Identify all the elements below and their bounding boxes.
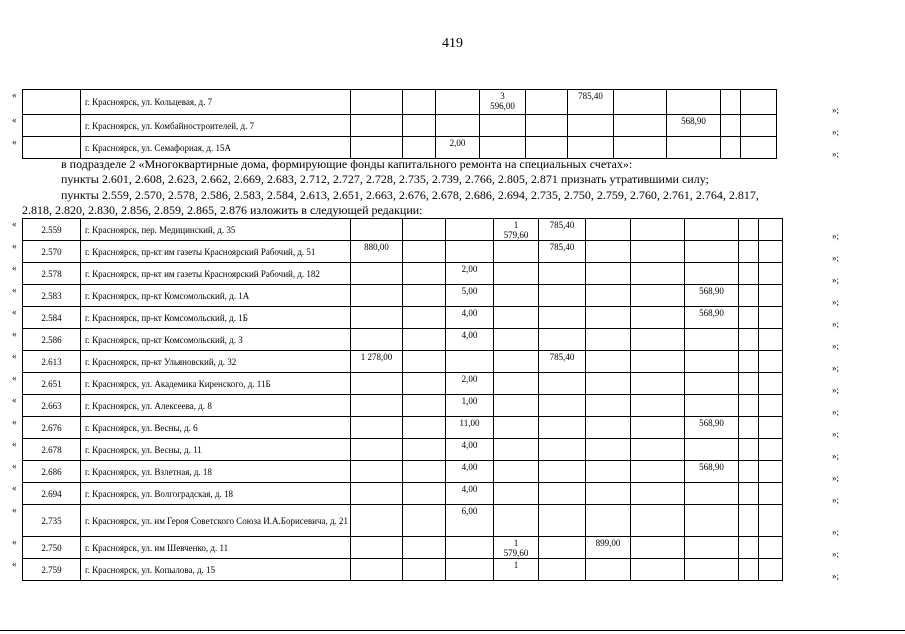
row-value-col-4 bbox=[494, 505, 539, 537]
row-value-col-4 bbox=[494, 285, 539, 307]
row-value-col-3: 4,00 bbox=[446, 483, 494, 505]
row-value-col-4 bbox=[480, 137, 526, 159]
row-number: 2.735 bbox=[23, 505, 81, 537]
row-value-col-3: 11,00 bbox=[446, 417, 494, 439]
amendment-table-top bbox=[22, 89, 777, 159]
row-value-col-6 bbox=[586, 329, 631, 351]
row-value-col-10 bbox=[759, 417, 783, 439]
row-value-col-7 bbox=[631, 285, 685, 307]
row-value-col-8 bbox=[667, 90, 721, 115]
row-value-col-8 bbox=[685, 483, 739, 505]
open-quote-mark: « bbox=[12, 115, 17, 125]
row-value-col-2 bbox=[403, 329, 446, 351]
row-value-col-1 bbox=[351, 137, 403, 159]
close-quote-mark: »; bbox=[832, 253, 840, 263]
row-value-col-4: 1 579,60 bbox=[494, 219, 539, 241]
row-value-col-9 bbox=[739, 461, 759, 483]
row-value-col-7 bbox=[631, 263, 685, 285]
row-value-col-8: 568,90 bbox=[667, 115, 721, 137]
row-number bbox=[23, 115, 81, 137]
row-value-col-2 bbox=[403, 537, 446, 559]
row-value-col-8: 568,90 bbox=[685, 285, 739, 307]
row-value-col-8 bbox=[685, 263, 739, 285]
row-value-col-4: 3 596,00 bbox=[480, 90, 526, 115]
row-address: г. Красноярск, ул. Взлетная, д. 18 bbox=[81, 461, 351, 483]
row-value-col-2 bbox=[403, 307, 446, 329]
row-value-col-6 bbox=[586, 559, 631, 581]
row-value-col-8: 568,90 bbox=[685, 417, 739, 439]
row-value-col-5 bbox=[539, 483, 586, 505]
row-value-col-1 bbox=[351, 90, 403, 115]
row-value-col-6 bbox=[586, 505, 631, 537]
table-row bbox=[23, 505, 783, 537]
row-value-col-5: 785,40 bbox=[539, 219, 586, 241]
open-quote-mark: « bbox=[12, 417, 17, 427]
row-value-col-9 bbox=[739, 439, 759, 461]
close-quote-mark: »; bbox=[832, 105, 840, 115]
row-value-col-1 bbox=[351, 417, 403, 439]
row-value-col-5 bbox=[526, 137, 568, 159]
row-value-col-8 bbox=[685, 537, 739, 559]
row-value-col-6 bbox=[586, 241, 631, 263]
table-row bbox=[23, 115, 777, 137]
row-value-col-3 bbox=[436, 90, 480, 115]
row-value-col-9 bbox=[739, 307, 759, 329]
open-quote-mark: « bbox=[12, 537, 17, 547]
open-quote-mark: « bbox=[12, 351, 17, 361]
row-value-col-3: 6,00 bbox=[446, 505, 494, 537]
row-value-col-8 bbox=[685, 505, 739, 537]
table-row bbox=[23, 90, 777, 115]
row-value-col-9 bbox=[739, 241, 759, 263]
row-value-col-3: 1,00 bbox=[446, 395, 494, 417]
row-address: г. Красноярск, ул. Весны, д. 11 bbox=[81, 439, 351, 461]
row-address: г. Красноярск, ул. Волгоградская, д. 18 bbox=[81, 483, 351, 505]
open-quote-mark: « bbox=[12, 329, 17, 339]
row-number: 2.750 bbox=[23, 537, 81, 559]
row-value-col-1 bbox=[351, 115, 403, 137]
open-quote-mark: « bbox=[12, 505, 17, 515]
open-quote-mark: « bbox=[12, 483, 17, 493]
row-value-col-9 bbox=[721, 90, 741, 115]
row-value-col-7 bbox=[631, 351, 685, 373]
row-value-col-1 bbox=[351, 285, 403, 307]
row-value-col-6 bbox=[586, 351, 631, 373]
row-value-col-8: 568,90 bbox=[685, 461, 739, 483]
table-row bbox=[23, 329, 783, 351]
row-value-col-1 bbox=[351, 439, 403, 461]
row-address: г. Красноярск, пр-кт Комсомольский, д. 1Б bbox=[81, 307, 351, 329]
row-value-col-2 bbox=[403, 505, 446, 537]
row-value-col-4 bbox=[480, 115, 526, 137]
row-value-col-9 bbox=[739, 263, 759, 285]
row-value-col-7 bbox=[631, 505, 685, 537]
open-quote-mark: « bbox=[12, 373, 17, 383]
row-value-col-6: 899,00 bbox=[586, 537, 631, 559]
row-value-col-5 bbox=[539, 329, 586, 351]
row-value-col-10 bbox=[759, 219, 783, 241]
row-value-col-2 bbox=[403, 395, 446, 417]
row-value-col-10 bbox=[741, 137, 777, 159]
open-quote-mark: « bbox=[12, 461, 17, 471]
row-address: г. Красноярск, пр-кт Комсомольский, д. 3 bbox=[81, 329, 351, 351]
row-value-col-6 bbox=[586, 263, 631, 285]
table-row bbox=[23, 417, 783, 439]
row-value-col-7 bbox=[631, 417, 685, 439]
row-value-col-1 bbox=[351, 505, 403, 537]
row-address: г. Красноярск, ул. Кольцевая, д. 7 bbox=[81, 90, 351, 115]
row-value-col-5 bbox=[539, 373, 586, 395]
row-address: г. Красноярск, пер. Медицинский, д. 35 bbox=[81, 219, 351, 241]
row-value-col-5 bbox=[539, 307, 586, 329]
row-number: 2.694 bbox=[23, 483, 81, 505]
paragraph-line-2: пункты 2.601, 2.608, 2.623, 2.662, 2.669, 2.683, 2.712, 2.727, 2.728, 2.735, 2.739, 2.766, 2.805, 2.871 признать утратившими силу; bbox=[61, 172, 709, 186]
row-address: г. Красноярск, пр-кт им газеты Красноярский Рабочий, д. 51 bbox=[81, 241, 351, 263]
row-address: г. Красноярск, пр-кт Комсомольский, д. 1А bbox=[81, 285, 351, 307]
row-value-col-7 bbox=[631, 241, 685, 263]
close-quote-mark: »; bbox=[832, 385, 840, 395]
row-number: 2.686 bbox=[23, 461, 81, 483]
row-value-col-7 bbox=[631, 219, 685, 241]
table-row bbox=[23, 137, 777, 159]
close-quote-mark: »; bbox=[832, 297, 840, 307]
row-value-col-5 bbox=[526, 115, 568, 137]
row-number: 2.678 bbox=[23, 439, 81, 461]
row-value-col-10 bbox=[759, 307, 783, 329]
row-value-col-7 bbox=[631, 461, 685, 483]
row-value-col-10 bbox=[741, 115, 777, 137]
row-value-col-7 bbox=[614, 115, 667, 137]
row-value-col-9 bbox=[739, 483, 759, 505]
table-row bbox=[23, 483, 783, 505]
page-number: 419 bbox=[442, 36, 463, 51]
row-value-col-7 bbox=[631, 559, 685, 581]
row-value-col-6: 785,40 bbox=[568, 90, 614, 115]
row-value-col-1 bbox=[351, 329, 403, 351]
row-value-col-8 bbox=[685, 241, 739, 263]
row-value-col-5 bbox=[539, 461, 586, 483]
row-value-col-6 bbox=[568, 137, 614, 159]
row-value-col-2 bbox=[403, 483, 446, 505]
row-number: 2.676 bbox=[23, 417, 81, 439]
close-quote-mark: »; bbox=[832, 363, 840, 373]
close-quote-mark: »; bbox=[832, 527, 840, 537]
row-value-col-10 bbox=[759, 285, 783, 307]
paragraph-line-4: 2.818, 2.820, 2.830, 2.856, 2.859, 2.865, 2.876 изложить в следующей редакции: bbox=[22, 203, 423, 217]
row-value-col-4 bbox=[494, 373, 539, 395]
row-value-col-5 bbox=[539, 263, 586, 285]
row-value-col-4 bbox=[494, 439, 539, 461]
row-value-col-3 bbox=[446, 351, 494, 373]
row-value-col-2 bbox=[403, 351, 446, 373]
row-value-col-3: 2,00 bbox=[436, 137, 480, 159]
row-value-col-1 bbox=[351, 307, 403, 329]
row-value-col-3: 4,00 bbox=[446, 439, 494, 461]
row-value-col-10 bbox=[759, 373, 783, 395]
row-address: г. Красноярск, ул. Копылова, д. 15 bbox=[81, 559, 351, 581]
row-value-col-10 bbox=[759, 505, 783, 537]
row-value-col-3: 2,00 bbox=[446, 263, 494, 285]
row-value-col-9 bbox=[739, 559, 759, 581]
open-quote-mark: « bbox=[12, 219, 17, 229]
row-value-col-7 bbox=[631, 537, 685, 559]
row-value-col-10 bbox=[759, 559, 783, 581]
row-value-col-6 bbox=[586, 219, 631, 241]
row-number: 2.651 bbox=[23, 373, 81, 395]
row-value-col-6 bbox=[568, 115, 614, 137]
close-quote-mark: »; bbox=[832, 319, 840, 329]
row-value-col-3: 5,00 bbox=[446, 285, 494, 307]
row-address: г. Красноярск, ул. им Шевченко, д. 11 bbox=[81, 537, 351, 559]
row-value-col-10 bbox=[759, 241, 783, 263]
open-quote-mark: « bbox=[12, 137, 17, 147]
row-value-col-3 bbox=[446, 537, 494, 559]
row-number: 2.583 bbox=[23, 285, 81, 307]
close-quote-mark: »; bbox=[832, 571, 840, 581]
row-value-col-10 bbox=[759, 483, 783, 505]
row-number: 2.663 bbox=[23, 395, 81, 417]
row-number: 2.584 bbox=[23, 307, 81, 329]
row-address: г. Красноярск, ул. Алексеева, д. 8 bbox=[81, 395, 351, 417]
open-quote-mark: « bbox=[12, 307, 17, 317]
row-value-col-5 bbox=[539, 395, 586, 417]
row-value-col-9 bbox=[739, 219, 759, 241]
row-address: г. Красноярск, ул. Семафорная, д. 15А bbox=[81, 137, 351, 159]
row-value-col-7 bbox=[631, 373, 685, 395]
row-value-col-1: 880,00 bbox=[351, 241, 403, 263]
row-value-col-2 bbox=[403, 285, 446, 307]
row-value-col-1 bbox=[351, 263, 403, 285]
table-row bbox=[23, 351, 783, 373]
row-value-col-4 bbox=[494, 395, 539, 417]
row-value-col-10 bbox=[759, 263, 783, 285]
row-value-col-4 bbox=[494, 417, 539, 439]
row-value-col-9 bbox=[739, 329, 759, 351]
row-value-col-4: 1 bbox=[494, 559, 539, 581]
row-value-col-4 bbox=[494, 263, 539, 285]
row-value-col-4 bbox=[494, 307, 539, 329]
table-row bbox=[23, 537, 783, 559]
close-quote-mark: »; bbox=[832, 231, 840, 241]
row-number: 2.759 bbox=[23, 559, 81, 581]
row-value-col-3: 4,00 bbox=[446, 329, 494, 351]
row-number: 2.559 bbox=[23, 219, 81, 241]
row-value-col-2 bbox=[403, 417, 446, 439]
row-number: 2.586 bbox=[23, 329, 81, 351]
row-value-col-7 bbox=[631, 329, 685, 351]
row-value-col-1 bbox=[351, 461, 403, 483]
table-row bbox=[23, 373, 783, 395]
row-value-col-7 bbox=[631, 307, 685, 329]
row-value-col-9 bbox=[721, 137, 741, 159]
table-row bbox=[23, 559, 783, 581]
close-quote-mark: »; bbox=[832, 341, 840, 351]
row-value-col-10 bbox=[759, 351, 783, 373]
row-value-col-9 bbox=[739, 395, 759, 417]
row-value-col-9 bbox=[739, 505, 759, 537]
close-quote-mark: »; bbox=[832, 495, 840, 505]
row-value-col-9 bbox=[739, 373, 759, 395]
row-value-col-3: 2,00 bbox=[446, 373, 494, 395]
row-value-col-8 bbox=[685, 329, 739, 351]
open-quote-mark: « bbox=[12, 559, 17, 569]
table-row bbox=[23, 219, 783, 241]
close-quote-mark: »; bbox=[832, 451, 840, 461]
open-quote-mark: « bbox=[12, 285, 17, 295]
row-value-col-2 bbox=[403, 241, 446, 263]
row-value-col-1 bbox=[351, 219, 403, 241]
row-value-col-8 bbox=[667, 137, 721, 159]
row-value-col-3: 4,00 bbox=[446, 307, 494, 329]
row-value-col-3 bbox=[446, 219, 494, 241]
row-value-col-9 bbox=[739, 537, 759, 559]
row-value-col-5 bbox=[539, 285, 586, 307]
open-quote-mark: « bbox=[12, 90, 17, 100]
close-quote-mark: »; bbox=[832, 473, 840, 483]
row-value-col-2 bbox=[403, 439, 446, 461]
table-row bbox=[23, 263, 783, 285]
row-value-col-10 bbox=[741, 90, 777, 115]
row-value-col-9 bbox=[739, 417, 759, 439]
open-quote-mark: « bbox=[12, 395, 17, 405]
table-row bbox=[23, 461, 783, 483]
row-address: г. Красноярск, ул. Комбайностроителей, д. 7 bbox=[81, 115, 351, 137]
open-quote-mark: « bbox=[12, 241, 17, 251]
row-value-col-5: 785,40 bbox=[539, 351, 586, 373]
row-address: г. Красноярск, пр-кт им газеты Красноярский Рабочий, д. 182 bbox=[81, 263, 351, 285]
row-value-col-8 bbox=[685, 395, 739, 417]
row-value-col-10 bbox=[759, 537, 783, 559]
row-value-col-7 bbox=[614, 137, 667, 159]
row-value-col-7 bbox=[631, 483, 685, 505]
open-quote-mark: « bbox=[12, 263, 17, 273]
row-value-col-5 bbox=[539, 439, 586, 461]
row-address: г. Красноярск, пр-кт Ульяновский, д. 32 bbox=[81, 351, 351, 373]
row-value-col-9 bbox=[739, 351, 759, 373]
row-value-col-8 bbox=[685, 373, 739, 395]
row-value-col-3: 4,00 bbox=[446, 461, 494, 483]
row-address: г. Красноярск, ул. Академика Киренского, д. 11Б bbox=[81, 373, 351, 395]
row-value-col-5 bbox=[526, 90, 568, 115]
row-address: г. Красноярск, ул. Весны, д. 6 bbox=[81, 417, 351, 439]
close-quote-mark: »; bbox=[832, 549, 840, 559]
row-value-col-1 bbox=[351, 559, 403, 581]
table-row bbox=[23, 395, 783, 417]
row-value-col-7 bbox=[631, 395, 685, 417]
paragraph-line-3: пункты 2.559, 2.570, 2.578, 2.586, 2.583, 2.584, 2.613, 2.651, 2.663, 2.676, 2.678, 2.686, 2.694, 2.735, 2.750, 2.759, 2.760, 2.761, 2.764, 2.817, bbox=[61, 188, 759, 202]
row-value-col-6 bbox=[586, 395, 631, 417]
row-value-col-10 bbox=[759, 439, 783, 461]
open-quote-mark: « bbox=[12, 439, 17, 449]
amendment-table-main bbox=[22, 218, 783, 581]
row-value-col-6 bbox=[586, 373, 631, 395]
row-value-col-5 bbox=[539, 537, 586, 559]
close-quote-mark: »; bbox=[832, 429, 840, 439]
paragraph-line-1: в подразделе 2 «Многоквартирные дома, формирующие фонды капитального ремонта на специальных счетах»: bbox=[61, 157, 633, 171]
close-quote-mark: »; bbox=[832, 407, 840, 417]
row-value-col-4 bbox=[494, 241, 539, 263]
row-address: г. Красноярск, ул. им Героя Советского Союза И.А.Борисевича, д. 21 bbox=[81, 505, 351, 537]
row-value-col-2 bbox=[403, 137, 436, 159]
row-value-col-10 bbox=[759, 395, 783, 417]
row-value-col-8 bbox=[685, 559, 739, 581]
table-row bbox=[23, 285, 783, 307]
row-value-col-7 bbox=[614, 90, 667, 115]
table-row bbox=[23, 439, 783, 461]
row-value-col-6 bbox=[586, 461, 631, 483]
row-number bbox=[23, 137, 81, 159]
row-value-col-1 bbox=[351, 483, 403, 505]
close-quote-mark: »; bbox=[832, 275, 840, 285]
close-quote-mark: »; bbox=[832, 149, 840, 159]
row-value-col-9 bbox=[739, 285, 759, 307]
row-value-col-8: 568,90 bbox=[685, 307, 739, 329]
row-value-col-6 bbox=[586, 307, 631, 329]
page-bottom-line bbox=[0, 630, 905, 631]
row-value-col-6 bbox=[586, 483, 631, 505]
row-value-col-5 bbox=[539, 559, 586, 581]
row-value-col-4 bbox=[494, 351, 539, 373]
row-value-col-4 bbox=[494, 329, 539, 351]
row-value-col-6 bbox=[586, 285, 631, 307]
row-value-col-2 bbox=[403, 373, 446, 395]
row-value-col-5: 785,40 bbox=[539, 241, 586, 263]
row-value-col-5 bbox=[539, 417, 586, 439]
table-row bbox=[23, 307, 783, 329]
row-value-col-2 bbox=[403, 219, 446, 241]
row-number: 2.613 bbox=[23, 351, 81, 373]
row-value-col-1 bbox=[351, 537, 403, 559]
row-value-col-8 bbox=[685, 219, 739, 241]
row-value-col-1: 1 278,00 bbox=[351, 351, 403, 373]
row-number: 2.578 bbox=[23, 263, 81, 285]
row-value-col-2 bbox=[403, 115, 436, 137]
row-value-col-2 bbox=[403, 90, 436, 115]
row-value-col-8 bbox=[685, 439, 739, 461]
row-value-col-5 bbox=[539, 505, 586, 537]
row-value-col-3 bbox=[446, 559, 494, 581]
row-value-col-9 bbox=[721, 115, 741, 137]
row-value-col-2 bbox=[403, 263, 446, 285]
row-value-col-1 bbox=[351, 373, 403, 395]
row-value-col-6 bbox=[586, 417, 631, 439]
row-number: 2.570 bbox=[23, 241, 81, 263]
row-value-col-1 bbox=[351, 395, 403, 417]
row-value-col-7 bbox=[631, 439, 685, 461]
table-row bbox=[23, 241, 783, 263]
row-value-col-3 bbox=[446, 241, 494, 263]
row-value-col-2 bbox=[403, 559, 446, 581]
row-value-col-10 bbox=[759, 329, 783, 351]
row-value-col-4 bbox=[494, 461, 539, 483]
row-value-col-3 bbox=[436, 115, 480, 137]
row-value-col-4: 1 579,60 bbox=[494, 537, 539, 559]
row-value-col-2 bbox=[403, 461, 446, 483]
close-quote-mark: »; bbox=[832, 127, 840, 137]
row-value-col-8 bbox=[685, 351, 739, 373]
row-value-col-4 bbox=[494, 483, 539, 505]
row-value-col-6 bbox=[586, 439, 631, 461]
row-number bbox=[23, 90, 81, 115]
row-value-col-10 bbox=[759, 461, 783, 483]
